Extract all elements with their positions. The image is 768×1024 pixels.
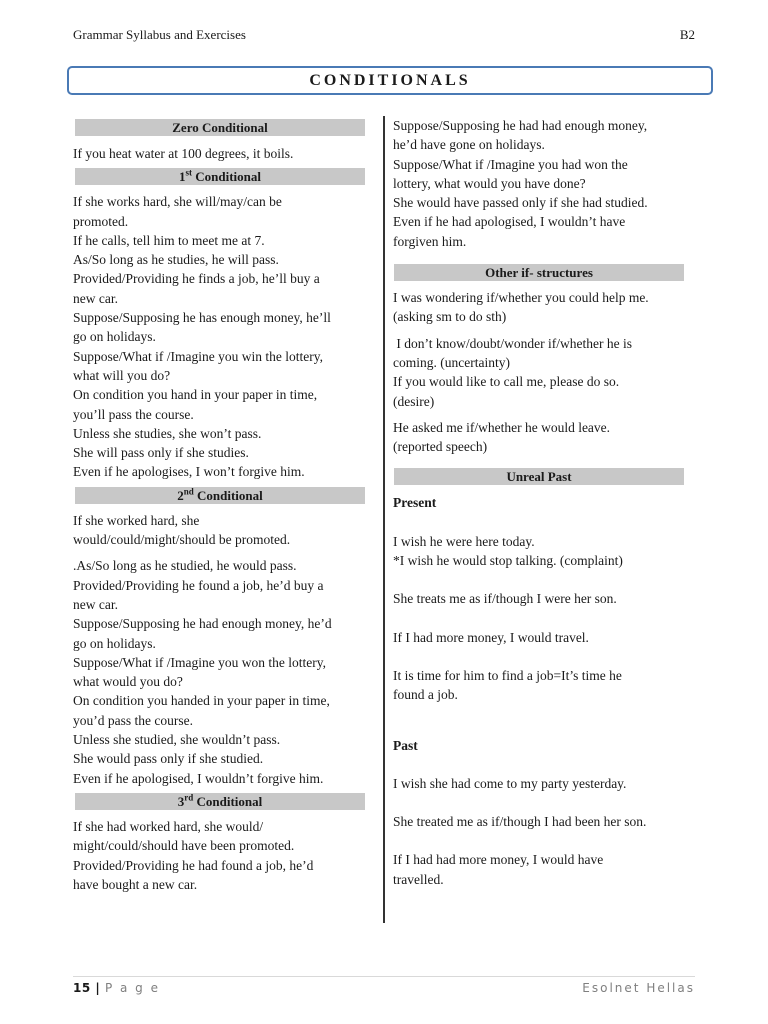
text-line: If she worked hard, she xyxy=(73,512,200,528)
text-line: If she works hard, she will/may/can be xyxy=(73,194,282,210)
text-line: Suppose/What if /Imagine you had won the xyxy=(393,156,628,172)
section-heading-second-conditional: 2nd Conditional xyxy=(75,487,365,504)
text-line: I wish he were here today. xyxy=(393,533,535,549)
subheading-past: Past xyxy=(393,737,418,753)
text-line: Even if he had apologised, I wouldn’t have xyxy=(393,214,626,230)
document-level: B2 xyxy=(679,27,695,42)
text-line: you’d pass the course. xyxy=(73,712,193,728)
text-line: go on holidays. xyxy=(73,329,156,345)
text-line: (asking sm to do sth) xyxy=(393,309,507,325)
text-line: *I wish he would stop talking. (complaint) xyxy=(393,553,623,569)
text-line: She treated me as if/though I had been her son. xyxy=(393,814,647,830)
text-line: Suppose/Supposing he had had enough money, xyxy=(393,118,648,133)
text-line: If you would like to call me, please do so. xyxy=(393,374,620,390)
text-line: new car. xyxy=(73,596,118,612)
text-line: As/So long as he studies, he will pass. xyxy=(73,252,279,268)
right-column xyxy=(393,116,689,889)
section-heading-zero-conditional: Zero Conditional xyxy=(75,119,365,136)
text-line: (desire) xyxy=(393,393,435,409)
section-heading-third-conditional: 3rd Conditional xyxy=(75,793,365,810)
text-line: Provided/Providing he finds a job, he’ll buy a xyxy=(73,271,320,287)
text-line: Suppose/What if /Imagine you won the lottery, xyxy=(73,654,326,670)
text-line: what will you do? xyxy=(73,367,171,383)
text-line: what would you do? xyxy=(73,674,183,690)
page-title: CONDITIONALS xyxy=(67,66,713,95)
text-line: Provided/Providing he found a job, he’d buy a xyxy=(73,577,324,593)
text-line: If she had worked hard, she would/ xyxy=(73,818,264,834)
footer-divider xyxy=(73,976,695,977)
publisher-name: Esolnet Hellas xyxy=(582,981,695,995)
text-line: Even if he apologises, I won’t forgive him. xyxy=(73,464,305,480)
text-line: If I had had more money, I would have xyxy=(393,852,604,868)
text-line: Suppose/Supposing he had enough money, he’d xyxy=(73,616,332,632)
text-line: travelled. xyxy=(393,871,444,887)
text-line: It is time for him to find a job=It’s time he xyxy=(393,667,622,683)
text-line: If he calls, tell him to meet me at 7. xyxy=(73,232,265,248)
text-line: On condition you handed in your paper in time, xyxy=(73,693,330,709)
section-heading-first-conditional: 1st Conditional xyxy=(75,168,365,185)
text-line: lottery, what would you have done? xyxy=(393,175,586,191)
text-line: If I had more money, I would travel. xyxy=(393,629,589,645)
text-line: Suppose/What if /Imagine you win the lottery, xyxy=(73,348,323,364)
text-line: (reported speech) xyxy=(393,439,488,455)
third-conditional-continued xyxy=(393,116,689,251)
text-line: might/could/should have been promoted. xyxy=(73,838,295,854)
text-line: Unless she studies, she won’t pass. xyxy=(73,425,262,441)
text-line: .As/So long as he studied, he would pass. xyxy=(73,558,297,574)
section-heading-unreal-past: Unreal Past xyxy=(394,468,684,485)
text-line: On condition you hand in your paper in time, xyxy=(73,387,318,403)
text-line: She will pass only if she studies. xyxy=(73,445,249,461)
text-line: If you heat water at 100 degrees, it boils. xyxy=(73,146,294,161)
text-line: She treats me as if/though I were her son. xyxy=(393,591,617,607)
other-if-text xyxy=(393,288,689,456)
section-heading-other-if-structures: Other if- structures xyxy=(394,264,684,281)
page-number: 15 | P a g e xyxy=(73,981,160,995)
text-line: Suppose/Supposing he has enough money, he’ll xyxy=(73,310,331,326)
text-line: found a job. xyxy=(393,687,458,703)
unreal-past-text xyxy=(393,493,689,889)
text-line: I wish she had come to my party yesterday. xyxy=(393,775,627,791)
text-line: Even if he apologised, I wouldn’t forgive him. xyxy=(73,770,324,786)
text-line: have bought a new car. xyxy=(73,876,198,892)
text-line: would/could/might/should be promoted. xyxy=(73,532,291,548)
subheading-present: Present xyxy=(393,495,437,511)
text-line: he’d have gone on holidays. xyxy=(393,137,545,153)
second-conditional-text xyxy=(73,511,369,788)
text-line: Provided/Providing he had found a job, he’d xyxy=(73,857,314,873)
text-line: He asked me if/whether he would leave. xyxy=(393,419,611,435)
text-line: forgiven him. xyxy=(393,233,467,249)
column-divider xyxy=(383,116,385,923)
third-conditional-text xyxy=(73,817,369,894)
text-line: promoted. xyxy=(73,213,129,229)
text-line: new car. xyxy=(73,290,118,306)
text-line: I don’t know/doubt/wonder if/whether he is xyxy=(393,335,632,351)
text-line: Unless she studied, she wouldn’t pass. xyxy=(73,732,281,748)
first-conditional-text xyxy=(73,192,369,481)
text-line: coming. (uncertainty) xyxy=(393,354,510,370)
left-column xyxy=(73,116,369,894)
text-line: She would pass only if she studied. xyxy=(73,751,264,767)
text-line: go on holidays. xyxy=(73,635,156,651)
text-line: She would have passed only if she had studied. xyxy=(393,195,648,211)
text-line: you’ll pass the course. xyxy=(73,406,194,422)
document-header-title: Grammar Syllabus and Exercises xyxy=(73,27,246,42)
text-line: I was wondering if/whether you could help me. xyxy=(393,290,649,306)
zero-conditional-text xyxy=(73,144,369,163)
